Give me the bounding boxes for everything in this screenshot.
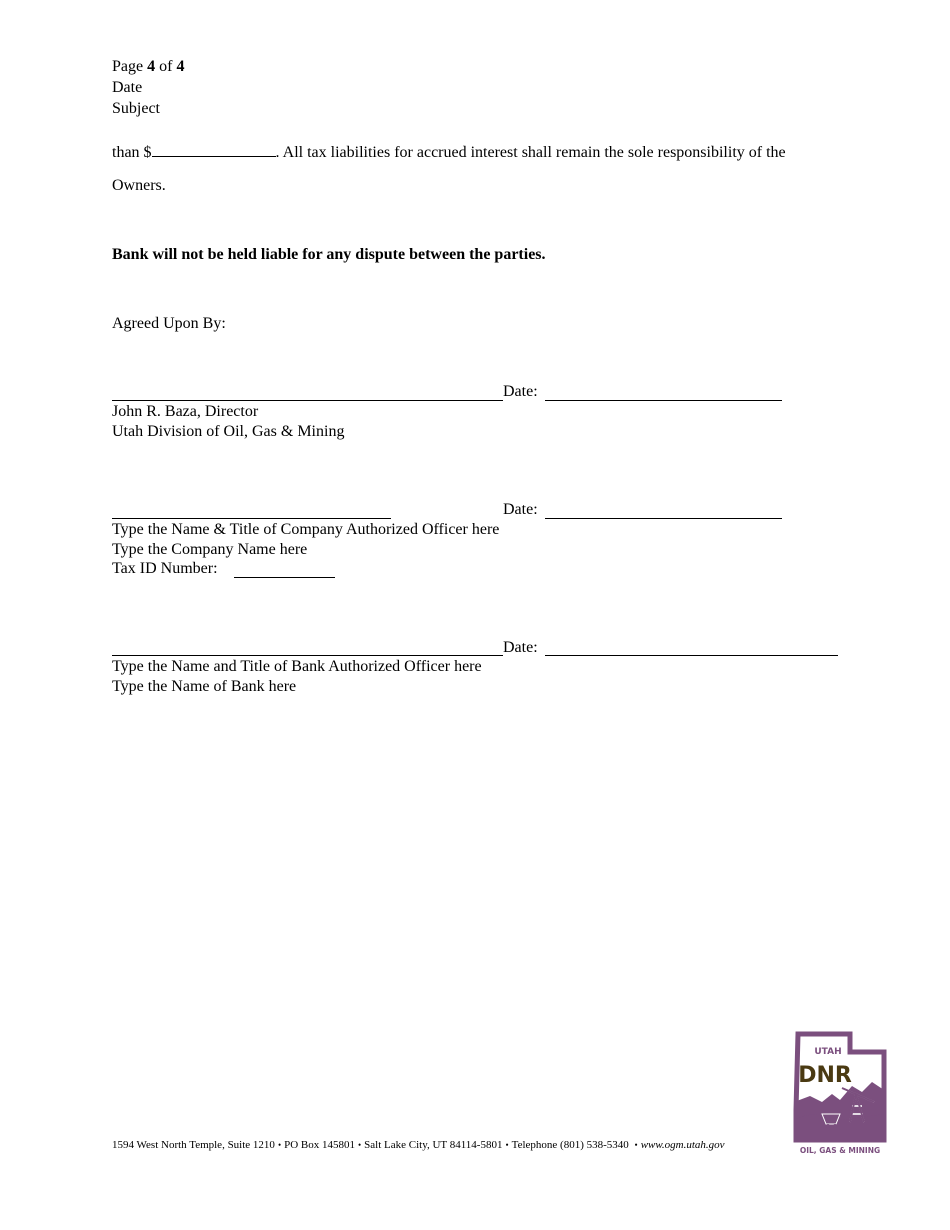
svg-text:UTAH: UTAH: [814, 1047, 842, 1057]
footer-address: 1594 West North Temple, Suite 1210 • PO Box 145801 • Salt Lake City, UT 84114-5801 • Telephone (801) 538-5340 • www.ogm.utah.gov: [112, 1139, 725, 1151]
disclaimer: Bank will not be held liable for any dispute between the parties.: [112, 246, 546, 263]
signer-name: John R. Baza, Director: [112, 403, 259, 420]
paragraph-line-1: than $ . All tax liabilities for accrued interest shall remain the sole responsibility of the: [112, 144, 786, 161]
svg-text:OIL, GAS & MINING: OIL, GAS & MINING: [799, 1146, 881, 1155]
company-officer: Type the Name & Title of Company Authorized Officer here: [112, 521, 500, 538]
date-label: Date:: [503, 639, 538, 656]
signature-line-bank[interactable]: [112, 655, 503, 656]
svg-text:DNR: DNR: [798, 1063, 852, 1088]
bank-name: Type the Name of Bank here: [112, 678, 297, 695]
utah-state-shape-icon: [788, 1030, 892, 1158]
date-label: Date:: [503, 383, 538, 400]
tax-id-line[interactable]: [234, 577, 335, 578]
agreed-label: Agreed Upon By:: [112, 315, 226, 332]
paragraph-line-2: Owners.: [112, 177, 166, 194]
date-label: Date:: [503, 501, 538, 518]
page-number: Page 4 of 4: [112, 58, 185, 75]
signature-line-company[interactable]: [112, 518, 391, 519]
signature-line-director[interactable]: [112, 400, 503, 401]
header-subject: Subject: [112, 100, 160, 117]
utah-dnr-logo: [788, 1030, 892, 1158]
bank-officer: Type the Name and Title of Bank Authorized Officer here: [112, 658, 482, 675]
date-line-bank[interactable]: [545, 655, 838, 656]
date-line-director[interactable]: [545, 400, 782, 401]
website-link[interactable]: www.ogm.utah.gov: [640, 1139, 725, 1151]
date-line-company[interactable]: [545, 518, 782, 519]
tax-id-label: Tax ID Number:: [112, 560, 218, 577]
company-name: Type the Company Name here: [112, 541, 308, 558]
signer-org: Utah Division of Oil, Gas & Mining: [112, 423, 345, 440]
amount-blank[interactable]: [152, 142, 276, 157]
header-date: Date: [112, 79, 143, 96]
